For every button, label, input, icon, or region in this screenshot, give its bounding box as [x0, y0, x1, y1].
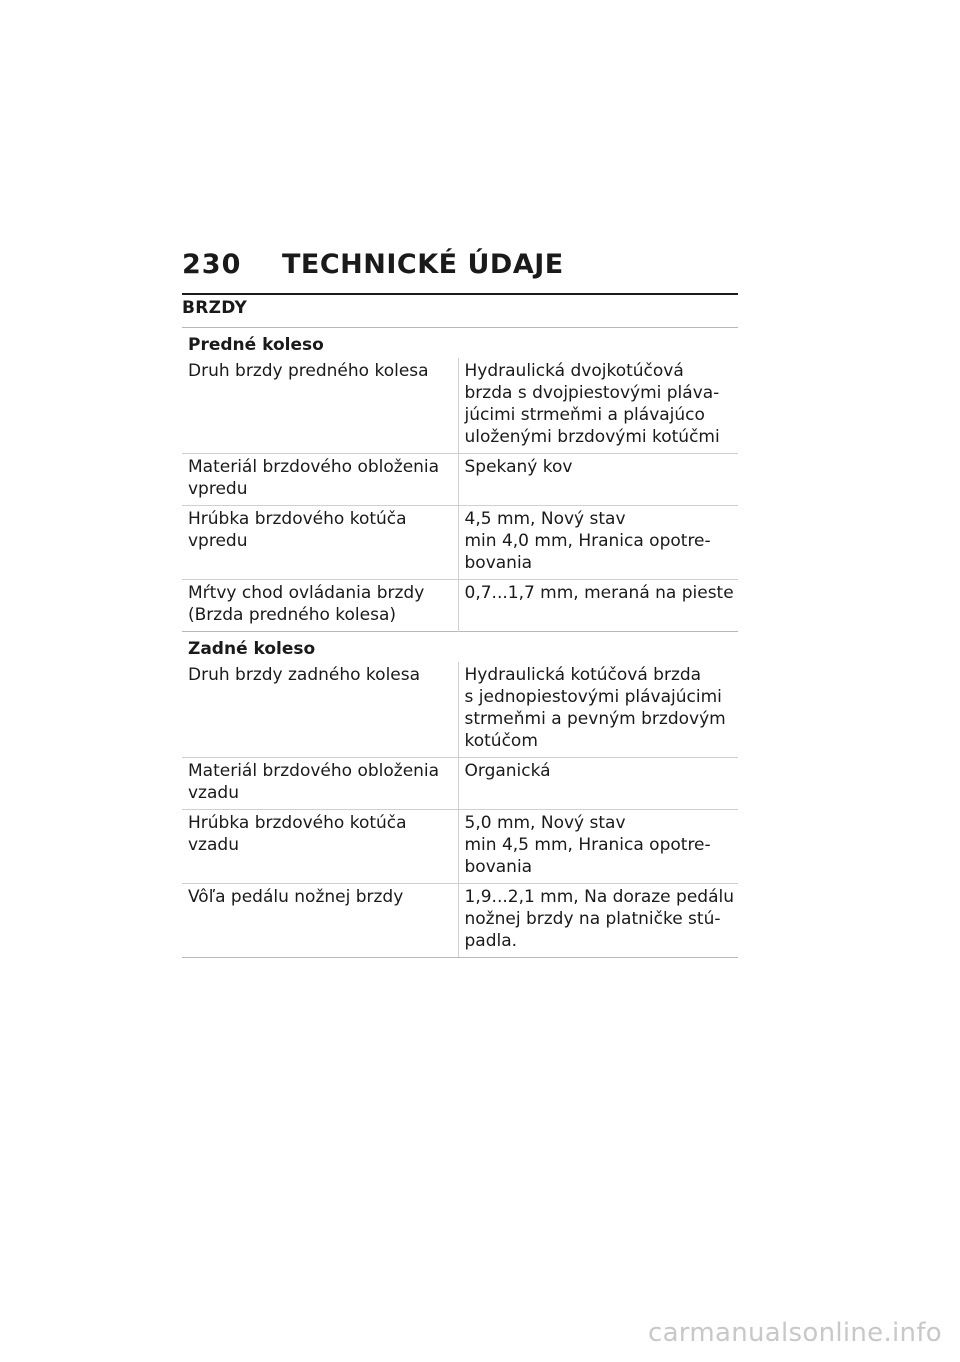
watermark: carmanualsonline.info	[647, 1318, 942, 1348]
spec-value	[458, 358, 738, 454]
spec-value	[458, 506, 738, 580]
spec-value	[458, 580, 738, 632]
spec-value-line: padla.	[464, 931, 518, 951]
spec-label	[182, 506, 458, 580]
table-row	[182, 884, 738, 958]
spec-value-line: bovania	[464, 553, 533, 573]
spec-label-line: Vôľa pedálu nožnej brzdy	[188, 887, 404, 907]
table-row	[182, 810, 738, 884]
page-title: TECHNICKÉ ÚDAJE	[282, 248, 564, 280]
spec-value-line: min 4,5 mm, Hranica opotre-	[464, 835, 711, 855]
spec-label-line: (Brzda predného kolesa)	[188, 605, 397, 625]
spec-value-line: 1,9...2,1 mm, Na doraze pedálu	[464, 887, 734, 907]
spec-value-line: uloženými brzdovými kotúčmi	[464, 427, 720, 447]
section-divider	[182, 293, 738, 295]
spec-value	[458, 810, 738, 884]
group-title: Predné koleso	[182, 328, 738, 359]
spec-value-line: brzda s dvojpiestovými pláva-	[464, 383, 720, 403]
spec-label	[182, 662, 458, 758]
spec-value	[458, 662, 738, 758]
group-title: Zadné koleso	[182, 632, 738, 663]
spec-value-line: 0,7...1,7 mm, meraná na pieste	[464, 583, 734, 603]
spec-label-line: Druh brzdy zadného kolesa	[188, 665, 421, 685]
spec-value-line: kotúčom	[464, 731, 538, 751]
spec-value-line: Hydraulická dvojkotúčová	[464, 361, 684, 381]
spec-value-line: nožnej brzdy na platničke stú-	[464, 909, 721, 929]
spec-label	[182, 580, 458, 632]
spec-value	[458, 884, 738, 958]
table-row	[182, 662, 738, 758]
spec-label	[182, 454, 458, 506]
spec-value	[458, 758, 738, 810]
group-header-rear-wheel	[182, 632, 738, 663]
table-row	[182, 454, 738, 506]
spec-label-line: vpredu	[188, 479, 248, 499]
spec-value	[458, 454, 738, 506]
table-row	[182, 580, 738, 632]
spec-label	[182, 810, 458, 884]
spec-label	[182, 758, 458, 810]
spec-value-line: Spekaný kov	[464, 457, 573, 477]
spec-value-line: s jednopiestovými plávajúcimi	[464, 687, 722, 707]
spec-label-line: Hrúbka brzdového kotúča	[188, 509, 407, 529]
spec-label-line: vzadu	[188, 783, 239, 803]
spec-label	[182, 884, 458, 958]
brake-specs-table	[182, 327, 738, 958]
spec-value-line: Hydraulická kotúčová brzda	[464, 665, 702, 685]
table-row	[182, 506, 738, 580]
spec-value-line: bovania	[464, 857, 533, 877]
table-row	[182, 358, 738, 454]
spec-label-line: Materiál brzdového obloženia	[188, 457, 440, 477]
spec-label-line: vzadu	[188, 835, 239, 855]
group-header-front-wheel	[182, 328, 738, 359]
spec-label	[182, 358, 458, 454]
spec-label-line: Materiál brzdového obloženia	[188, 761, 440, 781]
spec-label-line: Hrúbka brzdového kotúča	[188, 813, 407, 833]
spec-value-line: min 4,0 mm, Hranica opotre-	[464, 531, 711, 551]
spec-value-line: júcimi strmeňmi a plávajúco	[464, 405, 705, 425]
page-number: 230	[182, 248, 242, 280]
spec-value-line: Organická	[464, 761, 551, 781]
spec-value-line: 5,0 mm, Nový stav	[464, 813, 626, 833]
spec-label-line: vpredu	[188, 531, 248, 551]
page-header	[182, 246, 738, 282]
section-title: BRZDY	[182, 298, 248, 318]
spec-label-line: Druh brzdy predného kolesa	[188, 361, 429, 381]
spec-value-line: 4,5 mm, Nový stav	[464, 509, 626, 529]
spec-label-line: Mŕtvy chod ovládania brzdy	[188, 583, 425, 603]
spec-value-line: strmeňmi a pevným brzdovým	[464, 709, 726, 729]
table-row	[182, 758, 738, 810]
